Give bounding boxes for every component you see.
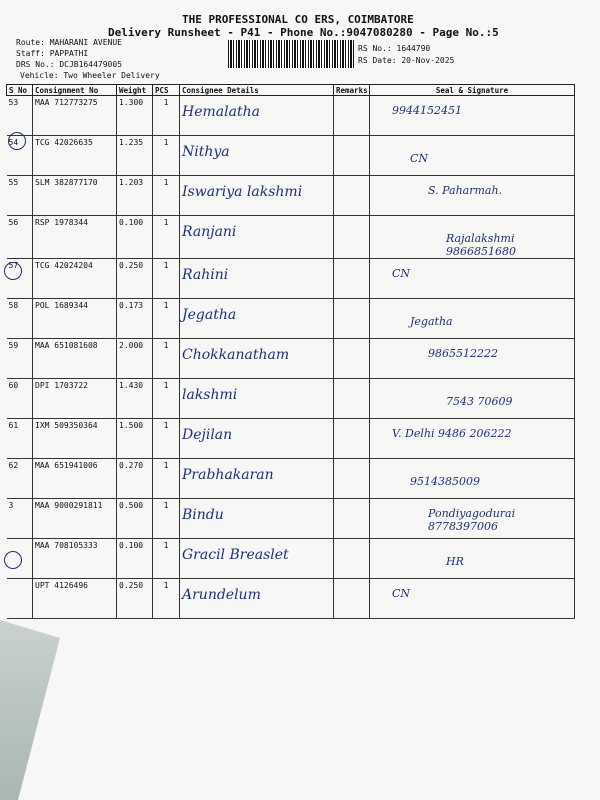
- row-remarks: [334, 96, 370, 136]
- row-sno: 58: [7, 299, 33, 339]
- circle-mark: [8, 132, 26, 150]
- signature-handwriting: Jegatha: [410, 315, 453, 328]
- row-signature: [370, 136, 575, 176]
- row-remarks: [334, 579, 370, 619]
- row-sno: 59: [7, 339, 33, 379]
- row-sno: 3: [7, 499, 33, 539]
- route-label: Route: MAHARANI AVENUE: [16, 38, 122, 47]
- col-consignment: Consignment No: [33, 85, 117, 96]
- consignee-handwriting: Rahini: [182, 267, 229, 283]
- consignee-handwriting: Hemalatha: [182, 104, 260, 120]
- row-signature: [370, 299, 575, 339]
- row-weight: 1.300: [117, 96, 153, 136]
- row-pcs: 1: [153, 216, 180, 259]
- row-consignee: [180, 539, 334, 579]
- row-consignment: SLM 382877170: [33, 176, 117, 216]
- delivery-table: [6, 84, 575, 619]
- row-remarks: [334, 499, 370, 539]
- row-signature: [370, 579, 575, 619]
- consignee-handwriting: Ranjani: [182, 224, 237, 240]
- row-remarks: [334, 539, 370, 579]
- table-row: [7, 176, 575, 216]
- row-consignee: [180, 379, 334, 419]
- row-weight: 1.203: [117, 176, 153, 216]
- row-consignment: DPI 1703722: [33, 379, 117, 419]
- row-consignment: POL 1689344: [33, 299, 117, 339]
- staff-label: Staff: PAPPATHI: [16, 49, 89, 58]
- row-consignment: TCG 42026635: [33, 136, 117, 176]
- row-consignment: MAA 9000291811: [33, 499, 117, 539]
- row-signature: [370, 379, 575, 419]
- signature-handwriting: HR: [446, 555, 464, 568]
- row-consignee: [180, 259, 334, 299]
- col-remarks: Remarks: [334, 85, 370, 96]
- row-consignee: [180, 299, 334, 339]
- row-consignee: [180, 339, 334, 379]
- consignee-handwriting: Jegatha: [182, 307, 237, 323]
- row-signature: [370, 499, 575, 539]
- row-sno: 54: [7, 136, 33, 176]
- runsheet-title: Delivery Runsheet - P41 - Phone No.:9047080280 - Page No.:5: [108, 26, 499, 39]
- consignee-handwriting: Chokkanatham: [182, 347, 290, 363]
- row-pcs: 1: [153, 579, 180, 619]
- signature-handwriting: Rajalakshmi 9866851680: [446, 232, 516, 258]
- signature-handwriting: CN: [392, 587, 411, 600]
- vehicle-label: Vehicle: Two Wheeler Delivery: [20, 71, 160, 80]
- row-signature: [370, 339, 575, 379]
- row-remarks: [334, 459, 370, 499]
- consignee-handwriting: Iswariya lakshmi: [182, 184, 303, 200]
- row-consignment: MAA 651941006: [33, 459, 117, 499]
- row-signature: [370, 216, 575, 259]
- row-consignee: [180, 459, 334, 499]
- row-consignment: MAA 708105333: [33, 539, 117, 579]
- row-remarks: [334, 299, 370, 339]
- row-consignee: [180, 176, 334, 216]
- table-row: [7, 499, 575, 539]
- row-pcs: 1: [153, 176, 180, 216]
- row-signature: [370, 539, 575, 579]
- col-sno: S No: [7, 85, 33, 96]
- barcode: [228, 40, 354, 68]
- row-pcs: 1: [153, 339, 180, 379]
- row-consignee: [180, 216, 334, 259]
- row-sno: 55: [7, 176, 33, 216]
- signature-handwriting: V. Delhi 9486 206222: [392, 427, 512, 440]
- row-weight: 0.500: [117, 499, 153, 539]
- row-consignee: [180, 419, 334, 459]
- consignee-handwriting: Gracil Breaslet: [182, 547, 289, 563]
- row-remarks: [334, 216, 370, 259]
- row-weight: 0.250: [117, 259, 153, 299]
- row-sno: 62: [7, 459, 33, 499]
- table-row: [7, 339, 575, 379]
- row-pcs: 1: [153, 299, 180, 339]
- signature-handwriting: CN: [392, 267, 411, 280]
- row-weight: 1.500: [117, 419, 153, 459]
- row-pcs: 1: [153, 539, 180, 579]
- consignee-handwriting: lakshmi: [182, 387, 238, 403]
- row-signature: [370, 176, 575, 216]
- row-weight: 1.235: [117, 136, 153, 176]
- rs-date: RS Date: 20-Nov-2025: [358, 56, 455, 65]
- row-pcs: 1: [153, 379, 180, 419]
- table-row: [7, 379, 575, 419]
- table-row: [7, 96, 575, 136]
- row-consignee: [180, 96, 334, 136]
- table-row: [7, 299, 575, 339]
- row-sno: [7, 579, 33, 619]
- row-sno: 53: [7, 96, 33, 136]
- row-pcs: 1: [153, 459, 180, 499]
- row-consignment: MAA 712773275: [33, 96, 117, 136]
- row-signature: [370, 419, 575, 459]
- row-remarks: [334, 136, 370, 176]
- row-pcs: 1: [153, 136, 180, 176]
- col-signature: Seal & Signature: [370, 85, 575, 96]
- row-weight: 0.250: [117, 579, 153, 619]
- row-consignment: RSP 1978344: [33, 216, 117, 259]
- consignee-handwriting: Bindu: [182, 507, 224, 523]
- table-row: [7, 459, 575, 499]
- row-weight: 2.000: [117, 339, 153, 379]
- row-consignment: TCG 42024204: [33, 259, 117, 299]
- row-signature: [370, 96, 575, 136]
- row-weight: 0.100: [117, 216, 153, 259]
- row-consignment: IXM 509350364: [33, 419, 117, 459]
- signature-handwriting: S. Paharmah.: [428, 184, 503, 197]
- col-pcs: PCS: [153, 85, 180, 96]
- row-signature: [370, 259, 575, 299]
- row-pcs: 1: [153, 259, 180, 299]
- signature-handwriting: 9865512222: [428, 347, 498, 360]
- col-weight: Weight: [117, 85, 153, 96]
- consignee-handwriting: Nithya: [182, 144, 230, 160]
- row-pcs: 1: [153, 419, 180, 459]
- table-row: [7, 579, 575, 619]
- row-weight: 0.100: [117, 539, 153, 579]
- row-weight: 0.173: [117, 299, 153, 339]
- row-consignee: [180, 499, 334, 539]
- table-row: [7, 419, 575, 459]
- signature-handwriting: 7543 70609: [446, 395, 513, 408]
- row-remarks: [334, 419, 370, 459]
- row-remarks: [334, 176, 370, 216]
- signature-handwriting: 9514385009: [410, 475, 480, 488]
- table-header-row: [7, 85, 575, 96]
- table-row: [7, 216, 575, 259]
- signature-handwriting: 9944152451: [392, 104, 462, 117]
- signature-handwriting: CN: [410, 152, 429, 165]
- row-sno: 61: [7, 419, 33, 459]
- row-consignment: UPT 4126496: [33, 579, 117, 619]
- row-pcs: 1: [153, 96, 180, 136]
- row-weight: 0.270: [117, 459, 153, 499]
- row-consignment: MAA 651081608: [33, 339, 117, 379]
- rs-number: RS No.: 1644790: [358, 44, 431, 53]
- company-name: THE PROFESSIONAL CO ERS, COIMBATORE: [182, 13, 414, 26]
- table-row: [7, 539, 575, 579]
- drs-number: DRS No.: DCJB164479005: [16, 60, 122, 69]
- row-consignee: [180, 136, 334, 176]
- col-consignee: Consignee Details: [180, 85, 334, 96]
- circle-mark: [4, 551, 22, 569]
- row-sno: 56: [7, 216, 33, 259]
- row-consignee: [180, 579, 334, 619]
- row-sno: 57: [7, 259, 33, 299]
- consignee-handwriting: Prabhakaran: [182, 467, 274, 483]
- row-weight: 1.430: [117, 379, 153, 419]
- circle-mark: [4, 262, 22, 280]
- row-remarks: [334, 259, 370, 299]
- row-sno: 60: [7, 379, 33, 419]
- row-pcs: 1: [153, 499, 180, 539]
- consignee-handwriting: Dejilan: [182, 427, 233, 443]
- row-remarks: [334, 339, 370, 379]
- row-remarks: [334, 379, 370, 419]
- table-row: [7, 259, 575, 299]
- signature-handwriting: Pondiyagodurai 8778397006: [428, 507, 516, 533]
- consignee-handwriting: Arundelum: [182, 587, 261, 603]
- table-row: [7, 136, 575, 176]
- row-signature: [370, 459, 575, 499]
